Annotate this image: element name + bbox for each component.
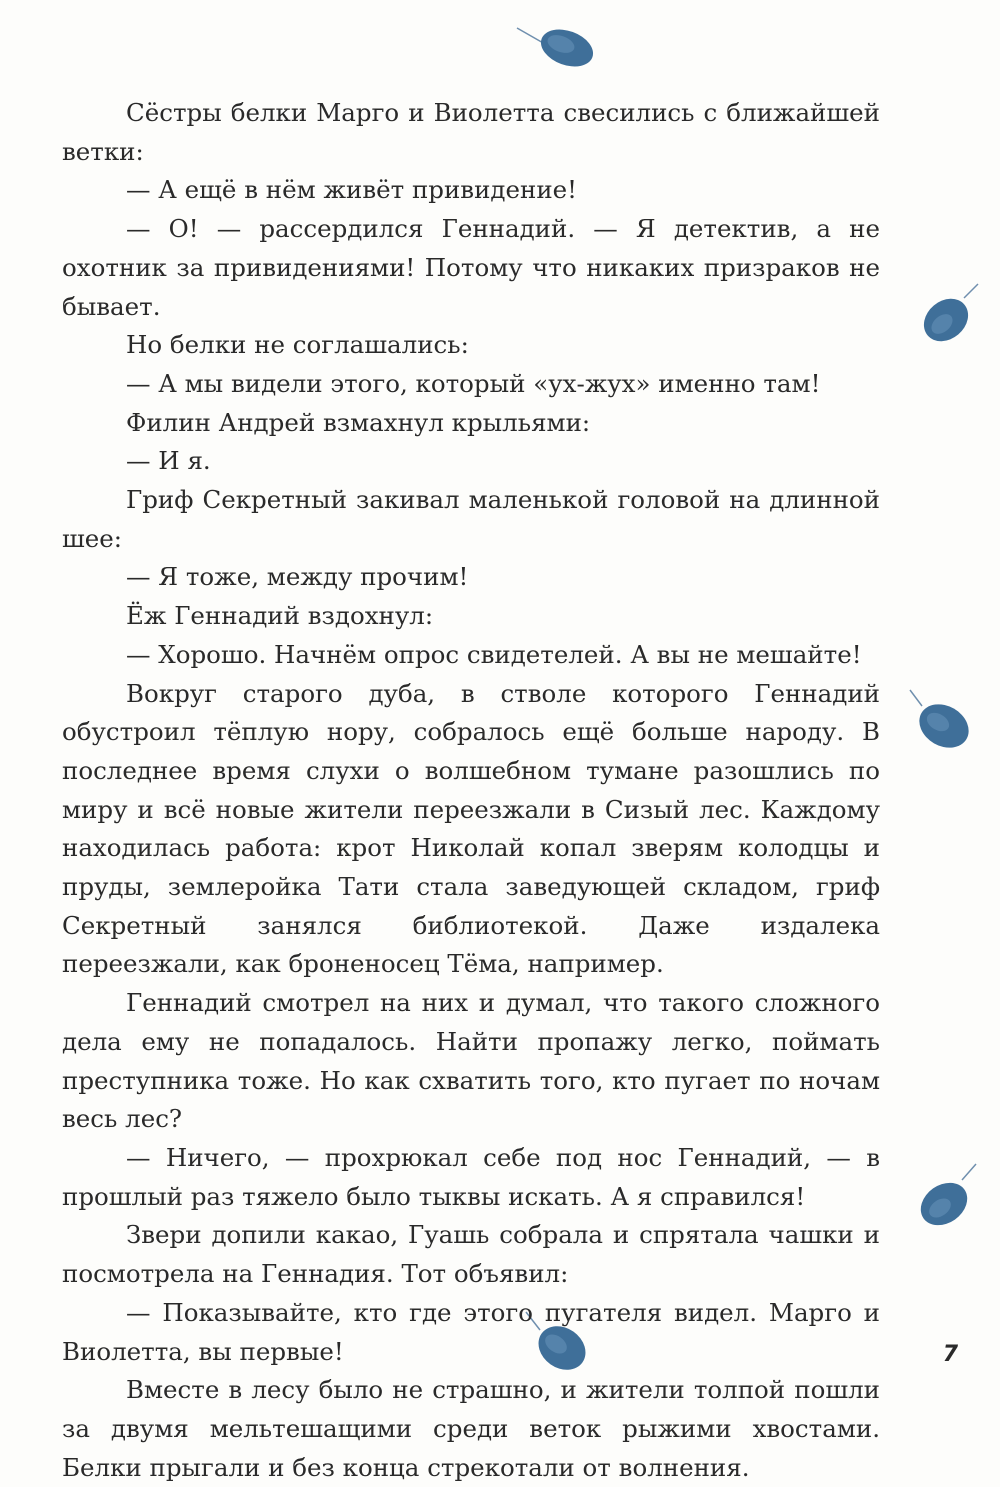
leaf-right-upper-icon [912, 280, 982, 350]
paragraph-15: Звери допили какао, Гуашь собрала и спрятала чашки и посмотрела на Геннадия. Тот объявил: [62, 1220, 880, 1289]
paragraph-17: Вместе в лесу было не страшно, и жители толпой пошли за двумя мельтешащими среди веток рыжими хвостами. Белки прыгали и без конца стрекотали от волнения. [62, 1375, 880, 1482]
leaf-right-middle-icon [906, 686, 978, 756]
paragraph-5: — А мы видели этого, который «ух-жух» именно там! [126, 368, 821, 398]
paragraph-13: Геннадий смотрел на них и думал, что такого сложного дела ему не попадалось. Найти пропажу легко, поймать преступника тоже. Но как схватить того, кто пугает по ночам весь лес? [62, 988, 880, 1134]
story-text [62, 94, 880, 1487]
paragraph-11: — Хорошо. Начнём опрос свидетелей. А вы не мешайте! [126, 639, 862, 669]
paragraph-7: — И я. [126, 446, 211, 476]
paragraph-16: — Показывайте, кто где этого пугателя видел. Марго и Виолетта, вы первые! [62, 1297, 880, 1366]
leaf-top-icon [515, 22, 595, 72]
paragraph-10: Ёж Геннадий вздохнул: [126, 601, 434, 631]
paragraph-6: Филин Андрей взмахнул крыльями: [126, 407, 591, 437]
paragraph-3: — О! — рассердился Геннадий. — Я детектив, а не охотник за привидениями! Потому что никаких призраков не бывает. [62, 214, 880, 321]
paragraph-9: — Я тоже, между прочим! [126, 562, 469, 592]
paragraph-4: Но белки не соглашались: [126, 330, 469, 360]
paragraph-8: Гриф Секретный закивал маленькой головой на длинной шее: [62, 485, 880, 553]
page-number: 7 [942, 1342, 958, 1367]
paragraph-2: — А ещё в нём живёт привидение! [126, 175, 578, 205]
paragraph-1: Сёстры белки Марго и Виолетта свесились с ближайшей ветки: [62, 98, 880, 166]
paragraph-14: — Ничего, — прохрюкал себе под нос Геннадий, — в прошлый раз тяжело было тыквы искать. А я справился! [62, 1142, 880, 1211]
leaf-right-lower-icon [912, 1160, 982, 1232]
paragraph-12: Вокруг старого дуба, в стволе которого Геннадий обустроил тёплую нору, собралось ещё больше народу. В последнее время слухи о волшебном тумане разошлись по миру и всё новые жители переезжали в Сизый лес. Каждому находилась работа: крот Николай копал зверям колодцы и пруды, землеройка Тати стала заведующей складом, гриф Секретный занялся библиотекой. Даже издалека переезжали, как броненосец Тёма, например. [62, 678, 880, 979]
